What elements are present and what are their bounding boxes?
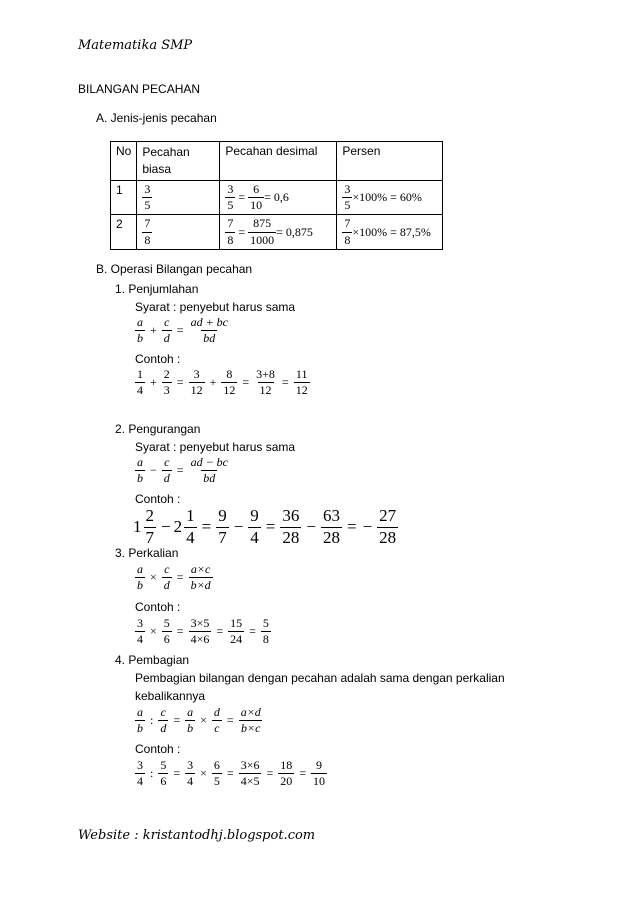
frac-den: bd — [203, 471, 216, 486]
frac-num: c — [164, 315, 170, 329]
op-title-penjumlahan: 1. Penjumlahan — [115, 282, 199, 296]
frac-num: 9 — [218, 506, 227, 525]
frac-den: 5 — [213, 774, 220, 789]
op-title-pengurangan: 2. Pengurangan — [115, 422, 201, 436]
fraction-types-table — [110, 141, 443, 250]
frac-den: 8 — [344, 232, 351, 247]
row-percent — [337, 181, 443, 215]
frac-den: 28 — [379, 527, 397, 547]
frac-num: 5 — [163, 616, 170, 630]
page-header: Matematika SMP — [78, 38, 193, 53]
formula-addition-example: $\frac{1}{4}$ + $\frac{2}{3}$ = $\frac{3}{12}$ + $\frac{8}{12}$ = $\frac{3+8}{12}$ = $\frac{11}{12}$ — [137, 367, 308, 398]
frac-den: d — [163, 331, 170, 346]
formula-subtraction-rule: $\frac{a}{b}$ − $\frac{c}{d}$ = $\frac{ad - bc}{bd}$ — [137, 455, 228, 486]
page-footer: Website : kristantodhj.blogspot.com — [78, 828, 316, 843]
percent-expr: ×100% = 87,5% — [352, 224, 431, 239]
frac-num: 11 — [295, 367, 308, 381]
frac-den: 6 — [160, 774, 167, 789]
frac-num: 18 — [280, 758, 293, 772]
frac-den: bd — [203, 331, 216, 346]
op-desc-pembagian-2: kebalikannya — [135, 689, 206, 703]
frac-num: d — [213, 705, 220, 719]
frac-den: 10 — [313, 774, 326, 789]
frac-num: 7 — [227, 216, 234, 231]
frac-num: 3 — [193, 367, 200, 381]
frac-den: 4 — [137, 383, 143, 398]
table-row — [111, 215, 443, 249]
frac-num: 2 — [145, 506, 154, 525]
frac-num: 1 — [137, 367, 143, 381]
frac-num: 5 — [262, 616, 269, 630]
frac-den: 12 — [295, 383, 308, 398]
frac-den: 12 — [190, 383, 203, 398]
frac-den: b — [137, 721, 143, 736]
frac-num: 3 — [344, 182, 351, 196]
frac-num: 7 — [344, 216, 351, 231]
contoh-label: Contoh : — [135, 352, 181, 366]
frac-den: 4 — [137, 774, 143, 789]
frac-num: 3 — [137, 758, 143, 772]
row-decimal: $\frac{7}{8}$ = $\frac{875}{1000}$ = 0,875 — [220, 215, 337, 249]
formula-multiplication-example: $\frac{3}{4}$ × $\frac{5}{6}$ = $\frac{3\times 5}{4\times 6}$ = $\frac{15}{24}$ = $\frac{5}{8}$ — [137, 616, 269, 647]
frac-num: 3+8 — [256, 367, 275, 381]
frac-den: 3 — [163, 383, 170, 398]
frac-den: 4 — [186, 527, 195, 547]
frac-num: 6 — [253, 182, 260, 196]
frac-num: 5 — [160, 758, 167, 772]
whole-number: 1 — [133, 517, 142, 537]
frac-num: 3×5 — [190, 616, 210, 630]
header-pecahan-desimal: Pecahan desimal — [220, 142, 337, 181]
frac-num: 875 — [253, 216, 272, 231]
contoh-label: Contoh : — [135, 492, 181, 506]
frac-num: 15 — [230, 616, 243, 630]
row-fraction — [137, 215, 220, 249]
formula-division-rule: $\frac{a}{b}$ : $\frac{c}{d}$ = $\frac{a}{b}$ × $\frac{d}{c}$ = $\frac{a\times d}{b\times c}$ — [137, 705, 261, 736]
decimal-result: = 0,6 — [264, 190, 289, 205]
frac-den: b — [187, 721, 194, 736]
frac-num: ad + bc — [190, 315, 228, 329]
frac-den: 6 — [163, 632, 170, 647]
row-fraction — [137, 181, 220, 215]
op-desc-pembagian-1: Pembagian bilangan dengan pecahan adalah sama dengan perkalian — [135, 671, 505, 685]
frac-den: b — [137, 578, 143, 593]
frac-den: b — [137, 331, 143, 346]
percent-expr: ×100% = 60% — [352, 190, 422, 205]
frac-den: d — [163, 578, 170, 593]
frac-den: 4 — [137, 632, 143, 647]
frac-den: 24 — [230, 632, 243, 647]
frac-den: 7 — [218, 527, 227, 547]
frac-num: 3 — [187, 758, 194, 772]
frac-num: 63 — [322, 506, 340, 525]
frac-den: 5 — [344, 198, 351, 213]
frac-num: 3 — [144, 182, 151, 196]
frac-num: a — [137, 455, 143, 469]
frac-num: 9 — [316, 758, 323, 772]
frac-den: b — [137, 471, 143, 486]
frac-den: 20 — [280, 774, 293, 789]
frac-num: 3×6 — [240, 758, 260, 772]
frac-num: c — [164, 562, 170, 576]
frac-num: a — [137, 315, 143, 329]
frac-num: 1 — [186, 506, 195, 525]
frac-den: 12 — [259, 383, 272, 398]
frac-den: 1000 — [250, 232, 275, 247]
frac-den: 28 — [322, 527, 340, 547]
frac-den: 8 — [262, 632, 269, 647]
frac-num: a — [137, 562, 143, 576]
formula-addition-rule: $\frac{a}{b}$ + $\frac{c}{d}$ = $\frac{ad + bc}{bd}$ — [137, 315, 228, 346]
frac-den: b×d — [190, 578, 211, 593]
frac-den: 5 — [144, 198, 151, 213]
table-row — [111, 181, 443, 215]
formula-multiplication-rule: $\frac{a}{b}$ × $\frac{c}{d}$ = $\frac{a\times c}{b\times d}$ — [137, 562, 211, 593]
frac-num: 3 — [137, 616, 143, 630]
frac-num: a×c — [190, 562, 211, 576]
row-no: 2 — [111, 215, 137, 249]
op-title-pembagian: 4. Pembagian — [115, 653, 190, 667]
frac-den: 10 — [250, 198, 263, 213]
whole-number: 2 — [173, 517, 183, 537]
frac-num: a — [137, 705, 143, 719]
frac-num: 7 — [144, 216, 151, 231]
frac-den: 4 — [187, 774, 194, 789]
frac-num: 27 — [379, 506, 397, 525]
frac-den: 28 — [282, 527, 300, 547]
frac-num: ad − bc — [190, 455, 228, 469]
frac-den: 7 — [145, 527, 154, 547]
frac-num: 6 — [213, 758, 220, 772]
header-no: No — [111, 142, 137, 181]
frac-num: 3 — [227, 182, 234, 196]
frac-den: d — [160, 721, 167, 736]
frac-den: 8 — [227, 232, 234, 247]
frac-num: c — [164, 455, 170, 469]
header-pecahan-biasa: Pecahan biasa — [137, 142, 220, 181]
table-header-row — [111, 142, 443, 181]
row-decimal: $\frac{3}{5}$ = $\frac{6}{10}$ = 0,6 — [220, 181, 337, 215]
frac-den: 4 — [250, 527, 259, 547]
section-a-heading: A. Jenis-jenis pecahan — [96, 111, 217, 125]
contoh-label: Contoh : — [135, 742, 181, 756]
frac-den: 12 — [223, 383, 236, 398]
op-syarat-penjumlahan: Syarat : penyebut harus sama — [135, 300, 296, 314]
frac-num: 2 — [163, 367, 170, 381]
formula-division-example: $\frac{3}{4}$ : $\frac{5}{6}$ = $\frac{3}{4}$ × $\frac{6}{5}$ = $\frac{3\times 6}{4\times 5}$ = $\frac{18}{20}$ = $\frac{9}{10}$ — [137, 758, 326, 789]
frac-num: a×d — [240, 705, 261, 719]
contoh-label: Contoh : — [135, 600, 181, 614]
section-b-heading: B. Operasi Bilangan pecahan — [96, 262, 253, 276]
op-syarat-pengurangan: Syarat : penyebut harus sama — [135, 440, 296, 454]
row-no: 1 — [111, 181, 137, 215]
frac-num: 36 — [282, 506, 300, 525]
frac-num: 9 — [250, 506, 259, 525]
op-title-perkalian: 3. Perkalian — [115, 546, 179, 560]
frac-den: 5 — [227, 198, 234, 213]
frac-den: b×c — [241, 721, 261, 736]
frac-den: d — [163, 471, 170, 486]
header-persen: Persen — [337, 142, 443, 181]
frac-num: c — [160, 705, 166, 719]
row-percent — [337, 215, 443, 249]
decimal-result: = 0,875 — [276, 224, 313, 239]
formula-subtraction-example: 1 $\frac{2}{7}$ − 2 $\frac{1}{4}$ = $\frac{9}{7}$ − $\frac{9}{4}$ = $\frac{36}{28}$ − $\frac{63}{28}$ = − $\frac{27}{28}$ — [133, 506, 397, 547]
frac-den: c — [214, 721, 220, 736]
frac-num: 8 — [226, 367, 233, 381]
frac-den: 8 — [144, 232, 151, 247]
frac-num: a — [187, 705, 194, 719]
frac-den: 4×5 — [240, 774, 260, 789]
section-title: BILANGAN PECAHAN — [78, 82, 201, 96]
frac-den: 4×6 — [190, 632, 210, 647]
